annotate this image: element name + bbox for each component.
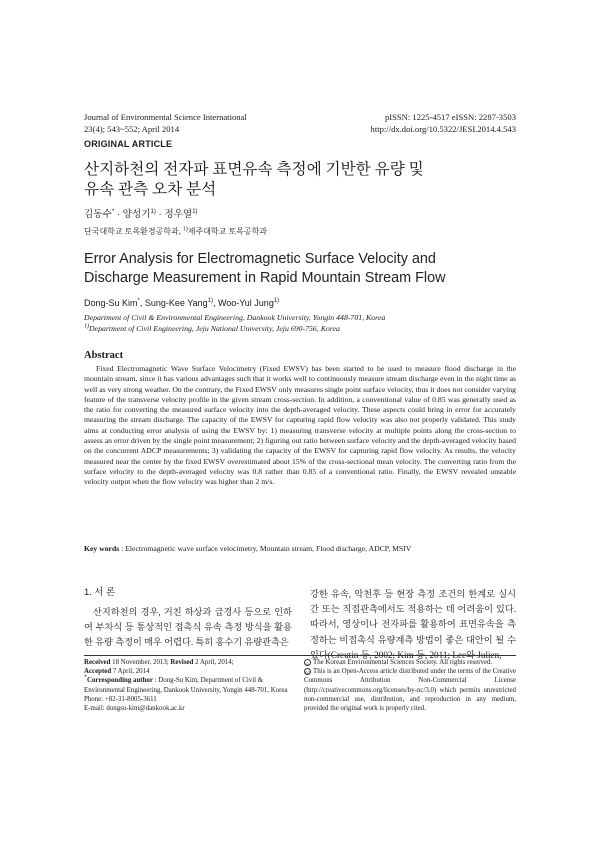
title-korean-line2: 유속 관측 오차 분석 — [84, 181, 217, 198]
title-english-line2: Discharge Measurement in Rapid Mountain Stream Flow — [84, 270, 446, 286]
author-3-ko: · 정우열 — [155, 209, 193, 220]
body-column-right: 강한 유속, 악천후 등 현장 측정 조건의 한계로 실시간 또는 직접관측에서도 적용하는 데 어려움이 있다. 따라서, 영상이나 전자파를 활용하여 표면유속을 측정하는 비접촉식 유량계측 방법이 좋은 대안이 될 수 있다(Creutin 등, 2002; Kim 등, 2011; Lee와 Julien, — [310, 589, 516, 660]
journal-volume: 23(4); 543~552; April 2014 — [84, 124, 180, 134]
keywords — [84, 544, 516, 555]
corresponding-text: : Dong-Su Kim, Department of Civil & Environmental Engineering, Dankook University, Yongin 448-701, Korea — [84, 677, 288, 694]
title-korean — [84, 160, 524, 200]
abstract-body: Fixed Electromagnetic Wave Surface Velocimetry (Fixed EWSV) has been started to be used to measure flood discharge in the mountain stream, since it has various advantages such that it works well to continuously measure stream discharge even in the night time as well as very strong weather. On the contrary, the Fixed EWSV only measures single point surface velocity, thus it does not consider varying feature of the transverse velocity profile in the given stream cross-section. In addition, a conventional value of 0.85 was generally used as the ratio for converting the measured surface velocity into the depth-averaged velocity. These aspects could bring in error for accurately measuring the stream discharge. The capacity of the EWSV for capturing rapid flow velocity was also not properly validated. This study aims at conducting error analysis of using the EWSV by: 1) measuring transverse velocity at multiple points along the cross-section to assess an error driven by the single point measurement; 2) figuring out ratio between surface velocity and the depth-averaged velocity based on the concurrent ADCP measurements; 3) validating the capacity of the EWSV for capturing rapid flow velocity. As results, the velocity measured near the center by the fixed EWSV overestimated about 15% of the cross-sectional mean velocity. The converting ratio from the surface velocity to the depth-averaged velocity was 0.8 rather than 0.85 of a conventional ratio. Finally, the EWSV revealed unstable velocity output when the flow velocity was higher than 2 m/s. — [84, 364, 516, 487]
author-3-en: , Woo-Yul Jung — [212, 298, 274, 308]
affiliation-en-2-text: Department of Civil Engineering, Jeju National University, Jeju 690-756, Korea — [89, 323, 340, 333]
journal-name: Journal of Environmental Science International — [84, 112, 247, 122]
received-date: 18 November, 2013; — [110, 659, 171, 666]
author-3-en-mark: 1) — [273, 298, 280, 304]
email[interactable]: E-mail: dongsu-kim@dankook.ac.kr — [84, 705, 185, 713]
copyright-icon: c — [304, 659, 311, 666]
body-column-left: 산지하천의 경우, 거친 하상과 급경사 등으로 인하여 부차식 등 통상적인 접촉식 유속 측정 방식을 활용한 유량 측정이 매우 어렵다. 특히 홍수기 유량관측은 — [84, 607, 292, 648]
abstract-heading: Abstract — [84, 350, 124, 361]
title-english — [84, 250, 524, 288]
footer-left — [84, 658, 289, 713]
author-1-en: Dong-Su Kim — [84, 298, 138, 308]
author-2-ko: · 양성기 — [114, 209, 151, 220]
affiliation-english — [84, 313, 524, 334]
section-title-introduction: 1. 서 론 — [84, 586, 116, 597]
accepted-label: Accepted — [84, 668, 112, 676]
revised-date: 2 April, 2014; — [193, 659, 234, 666]
author-3-ko-mark: 1) — [192, 208, 198, 215]
received-label: Received — [84, 659, 111, 666]
journal-doi[interactable]: http://dx.doi.org/10.5322/JESI.2014.4.543 — [370, 124, 516, 134]
journal-ids — [256, 111, 516, 135]
dates-line2 — [84, 667, 289, 676]
corresponding-mark: * — [84, 675, 87, 682]
cc-icon: cc — [305, 670, 310, 676]
copyright-text: The Korean Environmental Sciences Society. All rights reserved. — [313, 659, 493, 666]
accepted-date: 7 April, 2014 — [111, 668, 150, 676]
author-1-ko-mark: * — [111, 208, 115, 215]
journal-issn: pISSN: 1225-4517 eISSN: 2287-3503 — [384, 112, 516, 122]
author-1-ko: 김동수 — [84, 209, 112, 220]
affiliation-ko-mark: 1) — [182, 226, 188, 233]
title-english-line1: Error Analysis for Electromagnetic Surface Velocity and — [84, 251, 436, 267]
footer-divider — [84, 655, 516, 656]
affiliation-en-2 — [84, 324, 524, 335]
authors-english — [84, 297, 279, 309]
corresponding-author — [84, 676, 289, 694]
license-text: This is an Open-Access article distributed under the terms of the Creative Commons Attribution Non-Commercial License (http://creativecommons.org/licenses/by-nc/3.0) which permits unrestricted non-commercial use, distribution, and reproduction in any medium, provided the original work is properly cited. — [304, 668, 516, 713]
authors-korean — [84, 209, 198, 221]
footer-right — [304, 658, 516, 713]
dates-line1 — [84, 658, 289, 667]
affiliation-ko-1: 단국대학교 토목환경공학과, — [84, 227, 183, 236]
author-2-ko-mark: 1) — [150, 208, 156, 215]
license-line — [304, 667, 516, 713]
author-1-en-mark: * — [137, 298, 140, 304]
article-type: ORIGINAL ARTICLE — [84, 139, 173, 149]
affiliation-korean — [84, 226, 267, 237]
copyright-line — [304, 658, 516, 667]
affiliation-en-1: Department of Civil & Environmental Engineering, Dankook University, Yongin 448-701, Korea — [84, 313, 386, 322]
keywords-label: Key words — [84, 544, 120, 553]
author-2-en: , Sung-Kee Yang — [139, 298, 208, 308]
affiliation-ko-2: 제주대학교 토목공학과 — [187, 227, 268, 236]
author-2-en-mark: 1) — [207, 298, 213, 304]
title-korean-line1: 산지하천의 전자파 표면유속 측정에 기반한 유량 및 — [84, 161, 424, 178]
affiliation-en-mark: 1) — [84, 322, 89, 329]
corresponding-label: Corresponding author — [87, 677, 153, 685]
keywords-text: : Electromagnetic wave surface velocimetry, Mountain stream, Flood discharge, ADCP, MSIV — [119, 544, 412, 553]
revised-label: Revised — [170, 659, 194, 666]
phone: Phone: +82-31-8005-3611 — [84, 695, 157, 703]
